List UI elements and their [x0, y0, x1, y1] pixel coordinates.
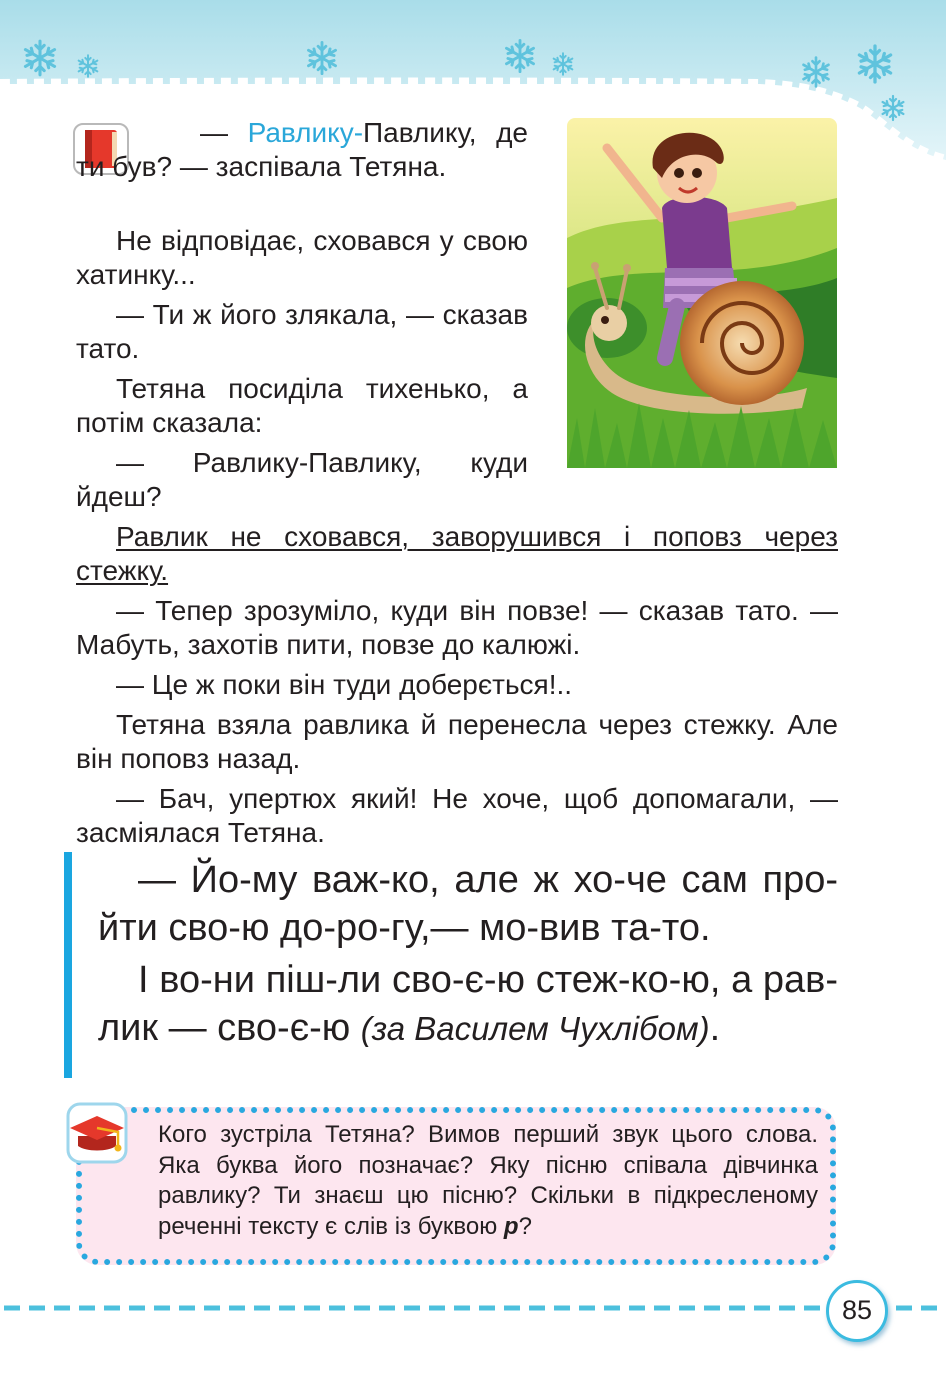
- author-credit: (за Василем Чухлібом): [360, 1010, 710, 1047]
- story-paragraph: Тетяна взяла равлика й перенесла через стежку. Але він поповз назад.: [76, 709, 838, 774]
- questions-text: Кого зустріла Тетяна? Вимов перший звук цього слова. Яка буква його позначає? Яку пісню співала дівчинка равлику? Ти знаєш цю пісню? Скільки в підкресленому реченні тексту є слів із буквою р?: [158, 1121, 818, 1240]
- letter-r: р: [503, 1212, 519, 1240]
- bottom-dashed-line: [0, 1300, 946, 1316]
- story-paragraph: — Равлику-Павлику, де ти був? — заспівала Тетяна.: [76, 117, 528, 182]
- syllable-paragraph: І во-ни піш-ли сво-є-ю стеж-ко-ю, а рав-лик — сво-є-ю (за Василем Чухлібом).: [98, 959, 838, 1049]
- page-number: 85: [841, 1295, 873, 1325]
- syllable-paragraph: — Йо-му важ-ко, але ж хо-че сам про-йти сво-ю до-ро-гу,— мо-вив та-то.: [98, 859, 838, 949]
- story-paragraph: Не відповідає, сховався у свою хатинку...: [76, 225, 528, 290]
- syllable-section-bar: [64, 852, 72, 1078]
- story-paragraph: — Равлику-Павлику, куди йдеш?: [76, 447, 528, 512]
- girl-on-snail-illustration: [567, 118, 837, 468]
- highlighted-name: Равлику-: [247, 117, 364, 148]
- graduation-cap-icon: [66, 1102, 128, 1164]
- story-paragraph: — Тепер зрозуміло, куди він повзе! — сказав тато. — Мабуть, захотів пити, повзе до калюжі.: [76, 595, 838, 660]
- story-paragraph: Тетяна посиділа тихенько, а потім сказала:: [76, 373, 528, 438]
- underlined-sentence: Равлик не сховався, заворушився і поповз через стежку.: [76, 521, 838, 586]
- story-paragraph: — Це ж поки він туди доберється!..: [116, 669, 573, 700]
- story-paragraph: — Бач, упертюх який! Не хоче, щоб допомагали, — засміялася Тетяна.: [76, 783, 838, 848]
- story-paragraph: — Ти ж його злякала, — сказав тато.: [76, 299, 528, 364]
